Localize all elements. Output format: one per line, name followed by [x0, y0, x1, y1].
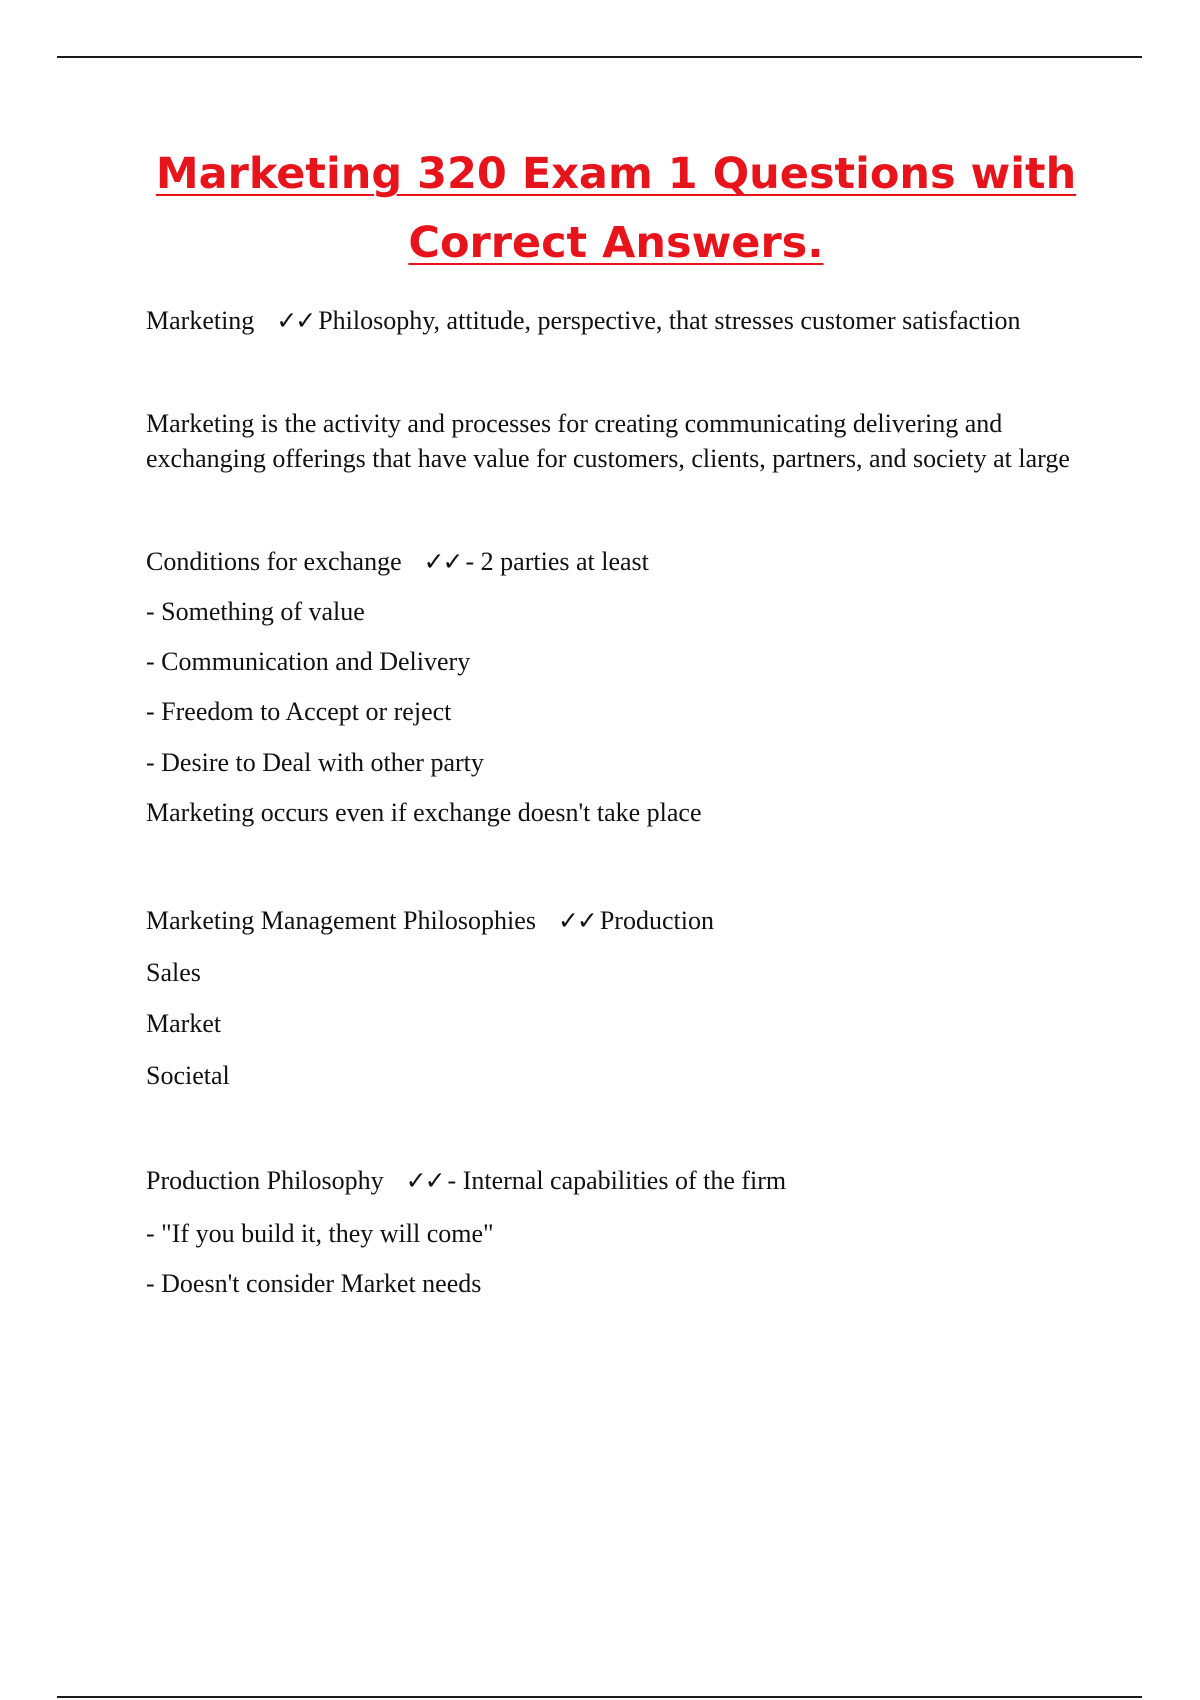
- top-rule: [57, 56, 1142, 58]
- list-item: Societal: [146, 1061, 230, 1090]
- answer: - 2 parties at least: [465, 547, 649, 576]
- qa-marketing-management-philosophies: [146, 903, 1096, 938]
- document-title: [0, 140, 1200, 278]
- qa-conditions-for-exchange: [146, 544, 1096, 579]
- list-item: Market: [146, 1009, 222, 1038]
- qa-production-philosophy: [146, 1163, 1096, 1198]
- double-check-icon: ✓✓: [557, 906, 596, 935]
- answer: Production: [599, 906, 714, 935]
- term: Marketing Management Philosophies: [146, 906, 536, 935]
- list-item: - Doesn't consider Market needs: [146, 1269, 482, 1298]
- list-item: - Freedom to Accept or reject: [146, 697, 452, 726]
- list-item: - "If you build it, they will come": [146, 1219, 494, 1248]
- term: Production Philosophy: [146, 1166, 384, 1195]
- answer: - Internal capabilities of the firm: [447, 1166, 787, 1195]
- qa-marketing: [146, 303, 1096, 338]
- term: Conditions for exchange: [146, 547, 402, 576]
- definition-paragraph: Marketing is the activity and processes for creating communicating delivering and exchanging offerings that have value for customers, clients, partners, and society at large: [146, 409, 1070, 473]
- double-check-icon: ✓✓: [423, 547, 462, 576]
- list-item: - Something of value: [146, 597, 365, 626]
- list-item: Sales: [146, 958, 201, 987]
- double-check-icon: ✓✓: [405, 1166, 444, 1195]
- document-body: [146, 303, 1096, 1301]
- double-check-icon: ✓✓: [276, 306, 315, 335]
- list-item: - Communication and Delivery: [146, 647, 471, 676]
- list-item: - Desire to Deal with other party: [146, 748, 484, 777]
- title-line-2: Correct Answers.: [408, 218, 824, 268]
- title-line-1: Marketing 320 Exam 1 Questions with: [155, 149, 1077, 199]
- term: Marketing: [146, 306, 255, 335]
- answer: Philosophy, attitude, perspective, that stresses customer satisfaction: [318, 306, 1021, 335]
- bottom-rule: [57, 1696, 1142, 1698]
- list-item: Marketing occurs even if exchange doesn't take place: [146, 798, 702, 827]
